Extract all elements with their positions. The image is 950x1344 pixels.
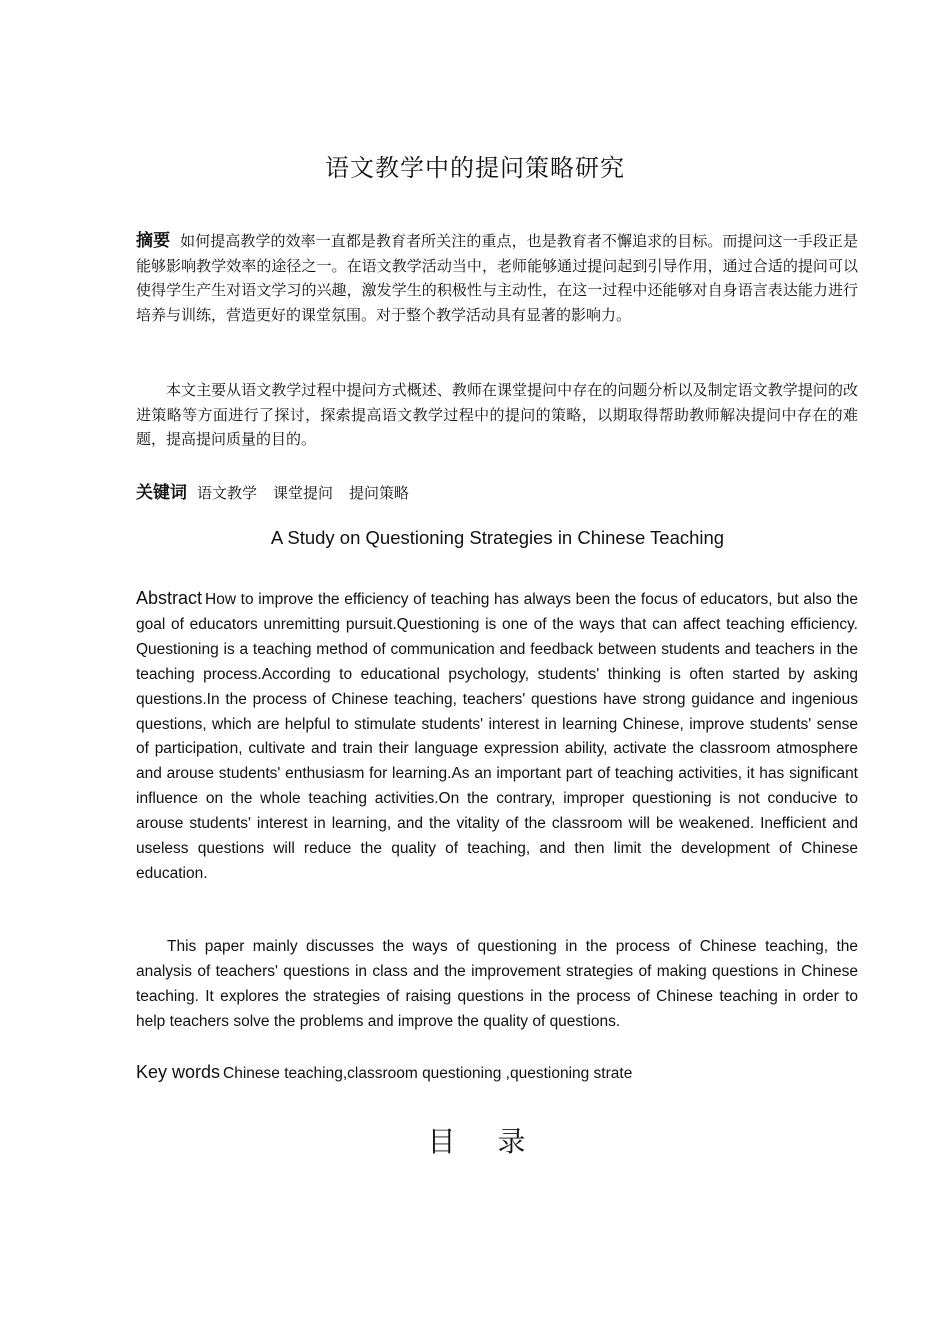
english-keywords — [136, 1060, 858, 1087]
chinese-abstract-paragraph-2: 本文主要从语文教学过程中提问方式概述、教师在课堂提问中存在的问题分析以及制定语文教学提问的改进策略等方面进行了探讨，探索提高语文教学过程中的提问的策略，以期取得帮助教师解决提问中存在的难题，提高提问质量的目的。 — [136, 381, 858, 449]
chinese-abstract-label: 摘要 — [136, 231, 171, 251]
chinese-abstract — [136, 229, 858, 328]
chinese-title: 语文教学中的提问策略研究 — [325, 154, 625, 182]
english-title: A Study on Questioning Strategies in Chinese Teaching — [270, 527, 725, 548]
english-abstract-label: Abstract — [136, 588, 203, 608]
chinese-keywords-label: 关键词 — [136, 483, 187, 503]
chinese-abstract-paragraph-1: 如何提高教学的效率一直都是教育者所关注的重点，也是教育者不懈追求的目标。而提问这一手段正是能够影响教学效率的途径之一。在语文教学活动当中，老师能够通过提问起到引导作用，通过合适的提问可以使得学生产生对语文学习的兴趣，激发学生的积极性与主动性，在这一过程中还能够对自身语言表达能力进行培养与训练，营造更好的课堂氛围。对于整个教学活动具有显著的影响力。 — [136, 232, 859, 325]
chinese-keyword: 语文教学 — [197, 484, 258, 502]
english-abstract-paragraph-2: This paper mainly discusses the ways of questioning in the process of Chinese teaching, the analysis of teachers' questions in class and the improvement strategies of making questions in Chinese teaching. It explores the strategies of raising questions in the process of Chinese teaching in order to help teachers solve the problems and improve the quality of questions. — [136, 938, 858, 1030]
english-keywords-label: Key words — [136, 1062, 221, 1082]
english-abstract — [136, 586, 858, 887]
chinese-keyword: 课堂提问 — [273, 484, 334, 502]
chinese-keywords — [136, 478, 858, 503]
english-abstract-paragraph-1: How to improve the efficiency of teaching has always been the focus of educators, but also the goal of educators unremitting pursuit.Questioning is one of the ways that can affect teaching efficiency. Questioning is a teaching method of communication and feedback between students and teachers in the teaching process.According to educational psychology, students' thinking is often started by asking questions.In the process of Chinese teaching, teachers' questions have strong guidance and ingenious questions, which are helpful to stimulate students' interest in learning Chinese, improve students' sense of participation, cultivate and train their language expression ability, activate the classroom atmosphere and arouse students' enthusiasm for learning.As an important part of teaching activities, it has significant influence on the whole teaching activities.On the contrary, improper questioning is not conducive to arouse students' interest in learning, and the vitality of the classroom will be weakened. Inefficient and useless questions will reduce the quality of teaching, and then limit the development of Chinese education. — [136, 591, 858, 882]
english-keywords-text: Chinese teaching,classroom questioning ,questioning strate — [223, 1065, 633, 1082]
chinese-keyword: 提问策略 — [349, 484, 410, 502]
table-of-contents-title: 目录 — [427, 1125, 568, 1158]
